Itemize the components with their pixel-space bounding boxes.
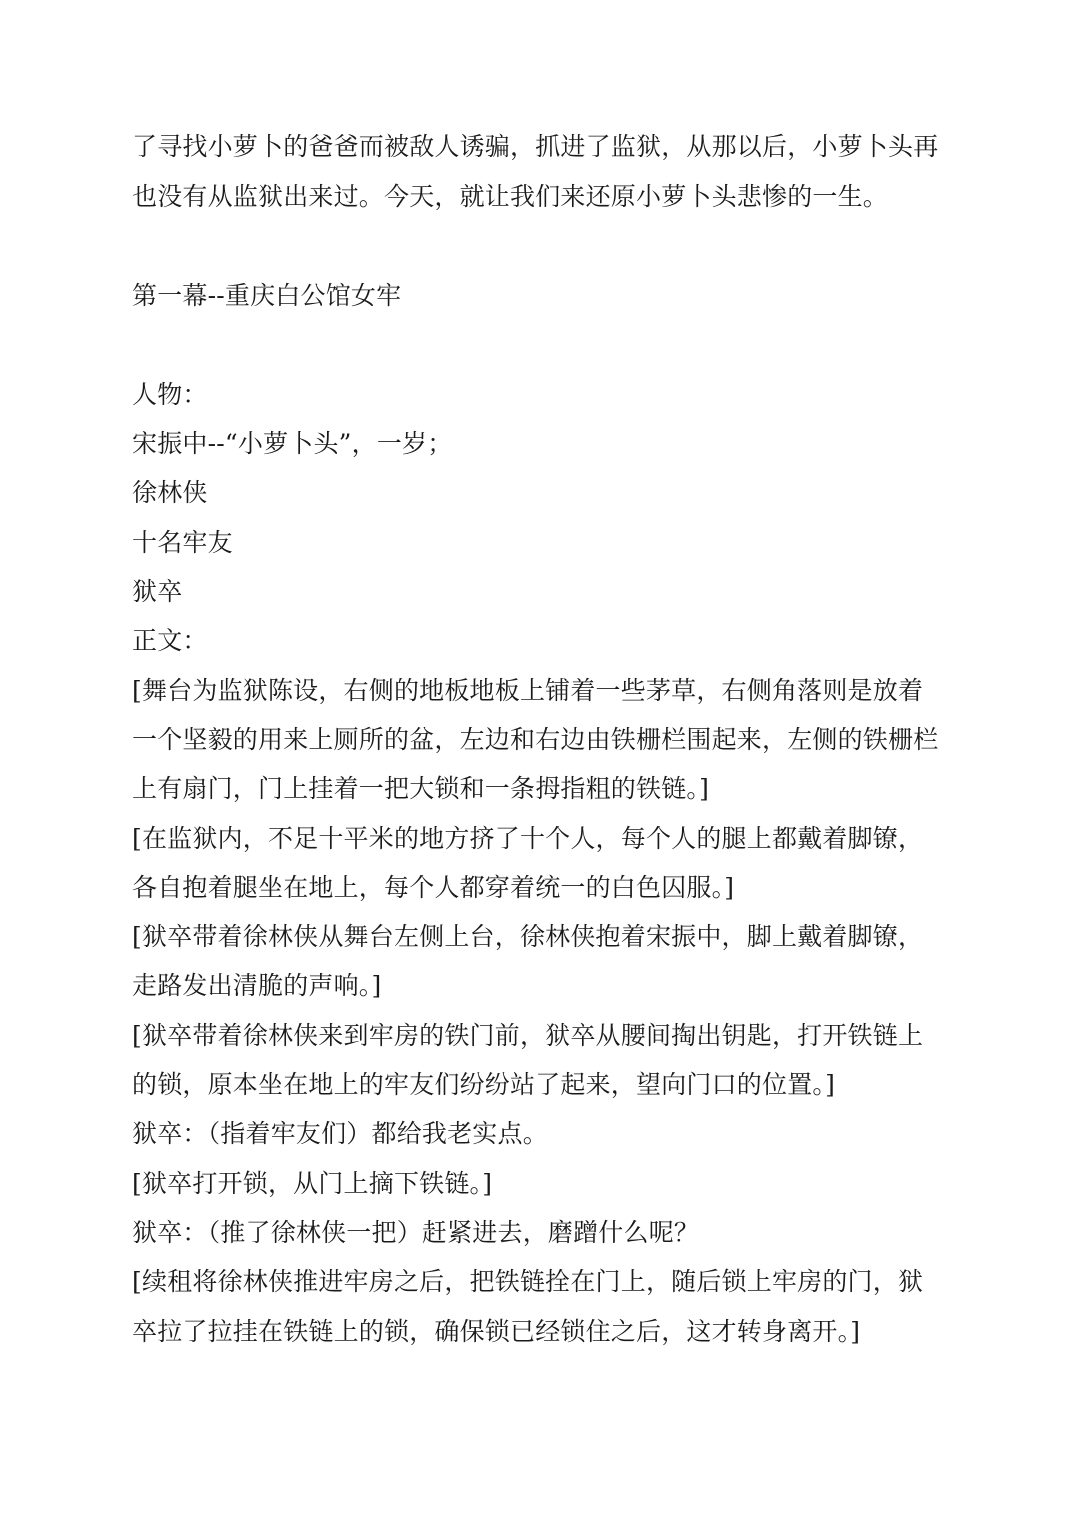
intro-line-2: 也没有从监狱出来过。今天，就让我们来还原小萝卜头悲惨的一生。 [132,182,889,211]
characters-label: 人物： [132,380,208,409]
stage-direction-line: 各自抱着腿坐在地上，每个人都穿着统一的白色囚服。] [132,873,735,902]
stage-direction-line: [续租将徐林侠推进牢房之后，把铁链拴在门上，随后锁上牢房的门，狱 [132,1267,924,1296]
stage-direction-line: 的锁，原本坐在地上的牢友们纷纷站了起来，望向门口的位置。] [132,1070,836,1099]
act-title: 第一幕--重庆白公馆女牢 [132,281,402,310]
character-item: 徐林侠 [132,478,208,507]
stage-direction-line: [狱卒带着徐林侠从舞台左侧上台，徐林侠抱着宋振中，脚上戴着脚镣， [132,922,924,951]
stage-direction-line: [狱卒带着徐林侠来到牢房的铁门前，狱卒从腰间掏出钥匙，打开铁链上 [132,1021,924,1050]
stage-direction-line: [舞台为监狱陈设，右侧的地板地板上铺着一些茅草，右侧角落则是放着 [132,676,924,705]
intro-line-1: 了寻找小萝卜的爸爸而被敌人诱骗，抓进了监狱，从那以后，小萝卜头再 [132,132,939,161]
stage-direction-line: [狱卒打开锁，从门上摘下铁链。] [132,1169,493,1198]
dialogue-line: 狱卒：（推了徐林侠一把）赶紧进去，磨蹭什么呢？ [132,1218,700,1247]
body-label: 正文： [132,626,208,655]
stage-direction-line: 上有扇门，门上挂着一把大锁和一条拇指粗的铁链。] [132,774,710,803]
character-item: 十名牢友 [132,528,233,557]
character-item: 宋振中--“小萝卜头”，一岁； [132,429,453,458]
character-item: 狱卒 [132,577,183,606]
stage-direction-line: 一个坚毅的用来上厕所的盆，左边和右边由铁栅栏围起来，左侧的铁栅栏 [132,725,939,754]
stage-direction-line: 卒拉了拉挂在铁链上的锁，确保锁已经锁住之后，这才转身离开。] [132,1317,861,1346]
stage-direction-line: [在监狱内，不足十平米的地方挤了十个人，每个人的腿上都戴着脚镣， [132,824,924,853]
dialogue-line: 狱卒：（指着牢友们）都给我老实点。 [132,1119,548,1148]
stage-direction-line: 走路发出清脆的声响。] [132,971,382,1000]
